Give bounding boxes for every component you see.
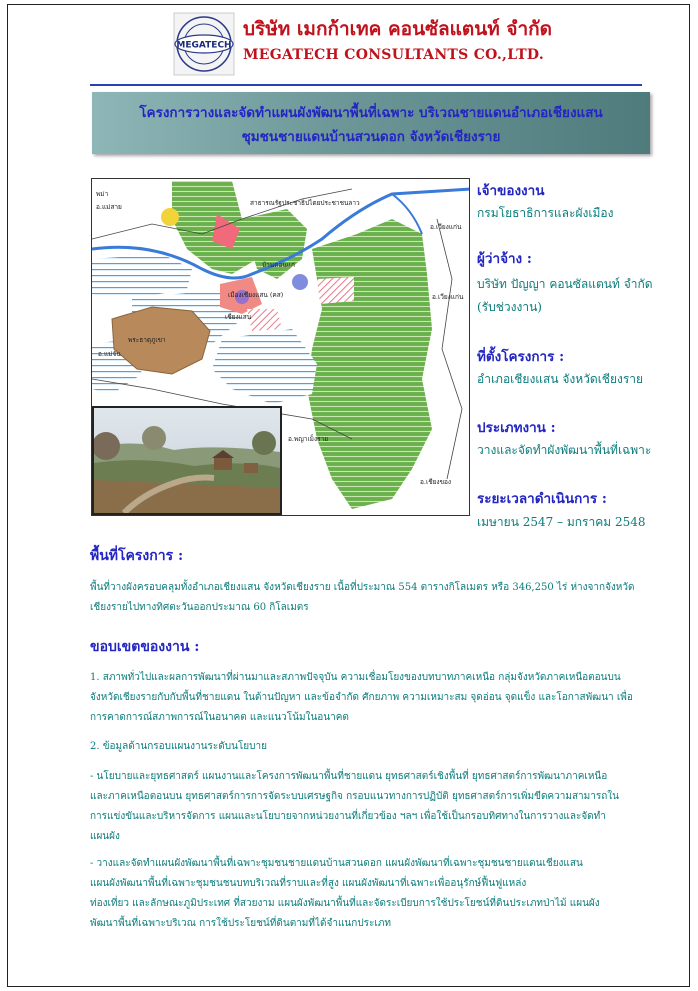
scope-item-2-heading: 2. ข้อมูลด้านกรอบแผนงานระดับนโยบาย (90, 741, 267, 752)
scope-section-title: ขอบเขตของงาน : (90, 639, 200, 655)
company-name-english: MEGATECH CONSULTANTS CO.,LTD. (243, 47, 545, 63)
project-title-banner (92, 92, 650, 154)
owner-label: เจ้าของงาน (477, 183, 545, 199)
map-label-chiang-saen-town: เมืองเชียงแสน (คส) (228, 291, 284, 299)
project-title-line2: ชุมชนชายแดนบ้านสวนดอก จังหวัดเชียงราย (241, 129, 501, 145)
scope-item-2b-line: พัฒนาพื้นที่เฉพาะบริเวณ การใช้ประโยชน์ที่ดินตามที่ได้จำแนกประเภท (90, 918, 392, 929)
map-label-district-east2: อ.เวียงแก่น (432, 293, 464, 301)
work-type-value: วางและจัดทำผังพัฒนาพื้นที่เฉพาะ (477, 443, 652, 457)
scope-item-2a-line: แผนผัง (90, 831, 120, 842)
owner-value: กรมโยธาธิการและผังเมือง (477, 206, 614, 220)
logo-text: MEGATECH (176, 40, 232, 51)
map-label-chiang-saen: เชียงแสน (225, 313, 252, 321)
scope-item-1-line: การคาดการณ์สภาพการณ์ในอนาคต และแนวโน้มในอนาคต (90, 712, 349, 723)
map-label-district-south: อ.พญาเม็งราย (288, 435, 329, 443)
scope-item-1 (90, 668, 655, 728)
area-line: พื้นที่วางผังครอบคลุมทั้งอำเภอเชียงแสน จังหวัดเชียงราย เนื้อที่ประมาณ 554 ตารางกิโลเมตร หรือ 346,250 ไร่ ห่างจากจังหวัด (90, 582, 635, 593)
scope-item-1-line: จังหวัดเชียงรายกับกับพื้นที่ชายแดน ในด้านปัญหา และข้อจำกัด ศักยภาพ ความเหมาะสม จุดอ่อน จุดแข็ง และโอกาสพัฒนา เพื่อ (90, 692, 633, 703)
duration-label: ระยะเวลาดำเนินการ : (477, 491, 607, 507)
map-label-mountain: พระธาตุภูเขา (128, 336, 166, 344)
map-label-district-east1: อ.เวียงแก่น (430, 223, 462, 231)
area-section-title: พื้นที่โครงการ : (90, 548, 184, 564)
employer-label: ผู้ว่าจ้าง : (477, 251, 532, 267)
employer-subcontract: (รับช่วงงาน) (477, 300, 542, 314)
map-label-ban-don: บ้านดอนแก่ (262, 261, 295, 269)
scope-item-2b (90, 854, 655, 934)
map-label-myanmar: พม่า (96, 190, 109, 198)
location-label: ที่ตั้งโครงการ : (477, 349, 565, 365)
scope-item-2a-line: การแข่งขันและบริหารจัดการ แผนและนโยบายจากหน่วยงานที่เกี่ยวข้อง ฯลฯ เพื่อใช้เป็นกรอบทิศทางในการวางและจัดทำ (90, 811, 606, 822)
landscape-photo (92, 406, 282, 515)
work-type-label: ประเภทงาน : (477, 420, 556, 436)
area-line: เชียงรายไปทางทิศตะวันออกประมาณ 60 กิโลเมตร (90, 602, 309, 613)
area-paragraph (90, 578, 655, 618)
header-divider (90, 84, 642, 86)
duration-value: เมษายน 2547 – มกราคม 2548 (477, 515, 646, 529)
project-title-line1: โครงการวางและจัดทำแผนผังพัฒนาพื้นที่เฉพาะ บริเวณชายแดนอำเภอเชียงแสน (139, 105, 603, 121)
map-label-district-southwest: อ.แม่จัน (98, 350, 121, 358)
company-name-thai: บริษัท เมกก้าเทค คอนซัลแตนท์ จำกัด (243, 18, 552, 40)
scope-item-2b-line: แผนผังพัฒนาพื้นที่เฉพาะชุมชนชนบทบริเวณที่ราบและที่สูง แผนผังพัฒนาที่เฉพาะเพื่ออนุรักษ์ฟื้นฟูแหล่ง (90, 878, 527, 889)
scope-item-2-title (90, 737, 655, 757)
megatech-logo (173, 12, 235, 76)
scope-item-2a-line: - นโยบายและยุทธศาสตร์ แผนงานและโครงการพัฒนาพื้นที่ชายแดน ยุทธศาสตร์เชิงพื้นที่ ยุทธศาสตร์การพัฒนาภาคเหนือ (90, 771, 608, 782)
employer-value: บริษัท ปัญญา คอนซัลแตนท์ จำกัด (477, 277, 653, 291)
scope-item-2b-line: ท่องเที่ยว และลักษณะภูมิประเทศ ที่สวยงาม แผนผังพัฒนาพื้นที่และจัดระเบียบการใช้ประโยชน์ที่ดินประเภทป่าไม้ แผนผัง (90, 898, 600, 909)
location-value: อำเภอเชียงแสน จังหวัดเชียงราย (477, 372, 644, 386)
map-label-district-southeast: อ.เชียงของ (420, 478, 452, 486)
scope-item-1-line: 1. สภาพทั่วไปและผลการพัฒนาที่ผ่านมาและสภาพปัจจุบัน ความเชื่อมโยงของบทบาทภาคเหนือ กลุ่มจังหวัดภาคเหนือตอนบน (90, 672, 621, 683)
scope-item-2a-line: และภาคเหนือตอนบน ยุทธศาสตร์การการจัดระบบเศรษฐกิจ กรอบแนวทางการปฏิบัติ ยุทธศาสตร์การเพิ่มขีดความสามารถใน (90, 791, 620, 802)
map-label-district-north: อ.แม่สาย (96, 203, 122, 211)
scope-item-2b-line: - วางและจัดทำแผนผังพัฒนาพื้นที่เฉพาะชุมชนชายแดนบ้านสวนดอก แผนผังพัฒนาที่เฉพาะชุมชนชายแดนเชียงแสน (90, 858, 583, 869)
scope-item-2a (90, 767, 655, 847)
map-label-laos: สาธารณรัฐประชาธิปไตยประชาชนลาว (250, 199, 360, 207)
